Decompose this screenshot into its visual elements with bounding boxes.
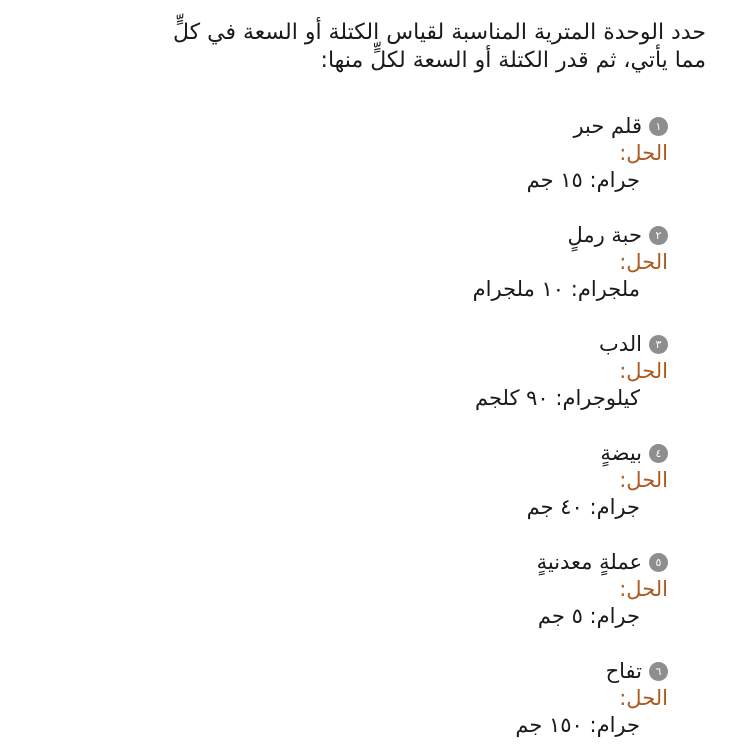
item-answer: جرام: ٤٠ جم xyxy=(526,495,640,519)
question-header-line1: حدد الوحدة المترية المناسبة لقياس الكتلة أو السعة في كلٍّ xyxy=(173,20,706,45)
item-answer: جرام: ١٥٠ جم xyxy=(515,713,640,737)
item-answer: ملجرام: ١٠ ملجرام xyxy=(472,277,640,301)
exercise-item-5 xyxy=(0,549,668,630)
exercise-items-list xyxy=(0,113,706,739)
item-title-row xyxy=(0,549,668,576)
solution-label: الحل: xyxy=(619,250,668,274)
item-title: تفاح xyxy=(605,659,642,683)
item-number-badge: ٦ xyxy=(649,662,668,681)
exercise-item-6 xyxy=(0,658,668,739)
item-number-badge: ٤ xyxy=(649,444,668,463)
solution-label: الحل: xyxy=(619,141,668,165)
exercise-item-1 xyxy=(0,113,668,194)
item-title: عملةٍ معدنيةٍ xyxy=(536,550,642,574)
exercise-item-4 xyxy=(0,440,668,521)
item-title-row xyxy=(0,331,668,358)
item-number-badge: ٣ xyxy=(649,335,668,354)
exercise-item-2 xyxy=(0,222,668,303)
item-title: بيضةٍ xyxy=(600,441,642,465)
question-header xyxy=(0,19,706,75)
item-number-badge: ١ xyxy=(649,117,668,136)
item-title: قلم حبر xyxy=(573,114,642,138)
solution-label: الحل: xyxy=(619,468,668,492)
solution-label: الحل: xyxy=(619,686,668,710)
item-number-badge: ٢ xyxy=(649,226,668,245)
item-title-row xyxy=(0,222,668,249)
item-title: حبة رملٍ xyxy=(567,223,642,247)
item-title: الدب xyxy=(598,332,642,356)
solution-label: الحل: xyxy=(619,577,668,601)
item-title-row xyxy=(0,440,668,467)
question-header-line2: مما يأتي، ثم قدر الكتلة أو السعة لكلٍّ منها: xyxy=(320,48,706,73)
item-number-badge: ٥ xyxy=(649,553,668,572)
item-title-row xyxy=(0,113,668,140)
item-answer: جرام: ٥ جم xyxy=(537,604,640,628)
item-answer: كيلوجرام: ٩٠ كلجم xyxy=(474,386,640,410)
exercise-item-3 xyxy=(0,331,668,412)
solution-label: الحل: xyxy=(619,359,668,383)
item-title-row xyxy=(0,658,668,685)
item-answer: جرام: ١٥ جم xyxy=(526,168,640,192)
